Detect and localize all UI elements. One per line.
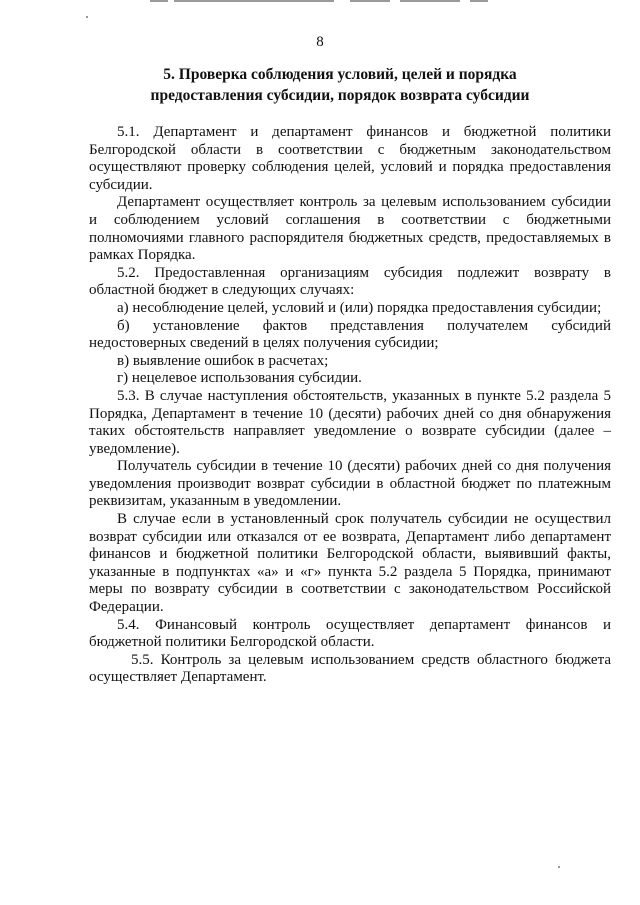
section-heading-line-2: предоставления субсидии, порядок возврата субсидии [150, 87, 530, 104]
paragraph-5-2: 5.2. Предоставленная организациям субсидия подлежит возврату в областной бюджет в следующих случаях: [89, 264, 611, 299]
paragraph-recipient-return: Получатель субсидии в течение 10 (десяти) рабочих дней со дня получения уведомления производит возврат субсидии в областной бюджет по платежным реквизитам, указанным в уведомлении. [89, 458, 611, 510]
paragraph-failure-to-return: В случае если в установленный срок получатель субсидии не осуществил возврат субсидии или отказался от ее возврата, Департамент либо департамент финансов и бюджетной политики Белгородской области, выявивший факты, указанные в подпунктах «а» и «г» пункта 5.2 раздела 5 Порядка, принимают меры по возврату субсидии в соответствии с законодательством Российской Федерации. [89, 511, 611, 616]
list-item-v: в) выявление ошибок в расчетах; [117, 352, 329, 369]
paragraph-5-5: 5.5. Контроль за целевым использованием средств областного бюджета осуществляет Департамент. [89, 651, 611, 686]
page-number: 8 [316, 34, 324, 50]
document-body [89, 124, 611, 687]
paragraph-department-control: Департамент осуществляет контроль за целевым использованием субсидии и соблюдением условий соглашения в соответствии с бюджетными полномочиями главного распорядителя бюджетных средств, предоставляемых в рамках Порядка. [89, 194, 611, 264]
paragraph-5-4: 5.4. Финансовый контроль осуществляет департамент финансов и бюджетной политики Белгородской области. [89, 616, 611, 651]
scan-speck [558, 866, 560, 868]
scan-speck [86, 16, 88, 18]
paragraph-5-3: 5.3. В случае наступления обстоятельств, указанных в пункте 5.2 раздела 5 Порядка, Департамент в течение 10 (десяти) рабочих дней со дня обнаружения таких обстоятельств направляет уведомление о возврате субсидии (далее – уведомление). [89, 387, 611, 457]
list-item-a: а) несоблюдение целей, условий и (или) порядка предоставления субсидии; [117, 299, 602, 316]
list-item-g: г) нецелевое использования субсидии. [117, 370, 362, 387]
section-heading-line-1: 5. Проверка соблюдения условий, целей и порядка [163, 66, 517, 83]
paragraph-5-1: 5.1. Департамент и департамент финансов и бюджетной политики Белгородской области в соответствии с бюджетным законодательством осуществляют проверку соблюдения целей, условий и порядка предоставления субсидии. [89, 124, 611, 193]
section-heading [90, 64, 590, 106]
list-item-b: б) установление фактов представления получателем субсидий недостоверных сведений в целях получения субсидии; [89, 317, 611, 352]
scan-edge-marks [150, 0, 490, 3]
